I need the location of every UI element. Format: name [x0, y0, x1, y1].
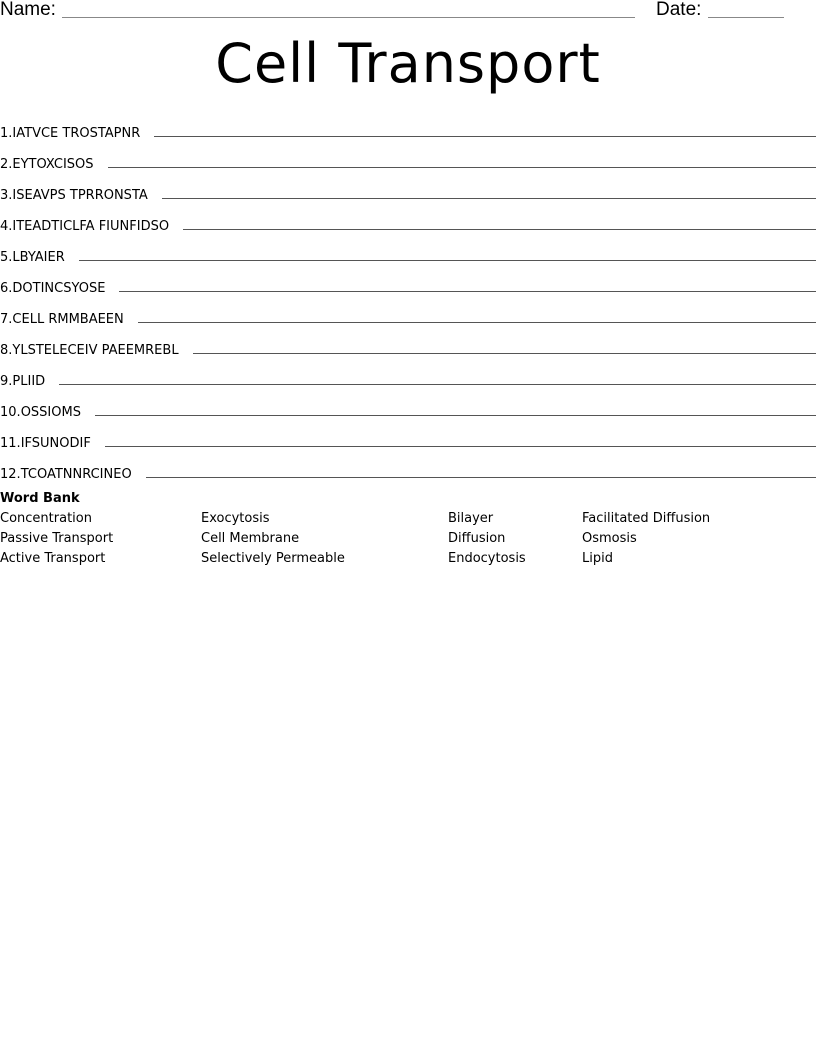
name-line: [62, 17, 635, 18]
scramble-row: [0, 296, 816, 327]
word-bank-word: Osmosis: [582, 531, 637, 546]
scramble-row: [0, 234, 816, 265]
word-bank-word: Facilitated Diffusion: [582, 511, 711, 526]
scrambled-word: CELL RMMBAEEN: [12, 312, 124, 327]
word-bank-grid: [0, 511, 816, 571]
scrambled-word: DOTINCSYOSE: [12, 281, 106, 296]
date-label: Date:: [656, 0, 702, 20]
scrambled-word: ISEAVPS TPRRONSTA: [12, 188, 148, 203]
word-bank-word: Cell Membrane: [201, 531, 300, 546]
word-bank-row: [0, 551, 816, 571]
answer-line[interactable]: [154, 135, 816, 137]
scramble-number: 12.: [0, 467, 21, 482]
word-bank-row: [0, 531, 816, 551]
scrambled-word: PLIID: [12, 374, 46, 389]
answer-line[interactable]: [162, 197, 816, 199]
word-bank: [0, 491, 816, 571]
scramble-row: [0, 420, 816, 451]
scramble-number: 1.: [0, 126, 13, 141]
page-title: Cell Transport: [215, 32, 601, 95]
scramble-row: [0, 327, 816, 358]
answer-line[interactable]: [95, 414, 816, 416]
word-bank-word: Active Transport: [0, 551, 106, 566]
name-label: Name:: [0, 0, 56, 20]
answer-line[interactable]: [183, 228, 816, 230]
scramble-row: [0, 110, 816, 141]
scrambled-word: EYTOXCISOS: [12, 157, 94, 172]
scramble-number: 7.: [0, 312, 13, 327]
scramble-number: 6.: [0, 281, 13, 296]
answer-line[interactable]: [193, 352, 816, 354]
answer-line[interactable]: [105, 445, 816, 447]
scramble-row: [0, 172, 816, 203]
scramble-number: 10.: [0, 405, 21, 420]
word-bank-word: Bilayer: [448, 511, 494, 526]
scramble-row: [0, 451, 816, 482]
scrambled-word: IFSUNODIF: [20, 436, 91, 451]
scramble-number: 9.: [0, 374, 13, 389]
scrambled-word: LBYAIER: [12, 250, 65, 265]
answer-line[interactable]: [59, 383, 816, 385]
scrambled-word: YLSTELECEIV PAEEMREBL: [12, 343, 179, 358]
word-bank-row: [0, 511, 816, 531]
scramble-number: 5.: [0, 250, 13, 265]
scramble-row: [0, 265, 816, 296]
scramble-row: [0, 203, 816, 234]
answer-line[interactable]: [119, 290, 816, 292]
scrambled-word: TCOATNNRCINEO: [20, 467, 132, 482]
answer-line[interactable]: [146, 476, 816, 478]
word-bank-word: Passive Transport: [0, 531, 114, 546]
scramble-number: 2.: [0, 157, 13, 172]
word-bank-word: Diffusion: [448, 531, 506, 546]
scrambled-word: IATVCE TROSTAPNR: [12, 126, 141, 141]
scrambled-word: ITEADTICLFA FIUNFIDSO: [12, 219, 170, 234]
scramble-number: 11.: [0, 436, 21, 451]
word-bank-word: Lipid: [582, 551, 613, 566]
scramble-number: 8.: [0, 343, 13, 358]
scramble-list: [0, 110, 816, 482]
answer-line[interactable]: [138, 321, 816, 323]
scramble-number: 3.: [0, 188, 13, 203]
scramble-row: [0, 358, 816, 389]
word-bank-word: Concentration: [0, 511, 92, 526]
worksheet-header: [0, 0, 816, 24]
word-bank-title: Word Bank: [0, 491, 80, 506]
word-bank-word: Selectively Permeable: [201, 551, 345, 566]
answer-line[interactable]: [79, 259, 816, 261]
scramble-row: [0, 389, 816, 420]
scrambled-word: OSSIOMS: [20, 405, 81, 420]
date-line: [708, 17, 784, 18]
scramble-number: 4.: [0, 219, 13, 234]
answer-line[interactable]: [108, 166, 816, 168]
word-bank-word: Exocytosis: [201, 511, 270, 526]
scramble-row: [0, 141, 816, 172]
word-bank-word: Endocytosis: [448, 551, 526, 566]
